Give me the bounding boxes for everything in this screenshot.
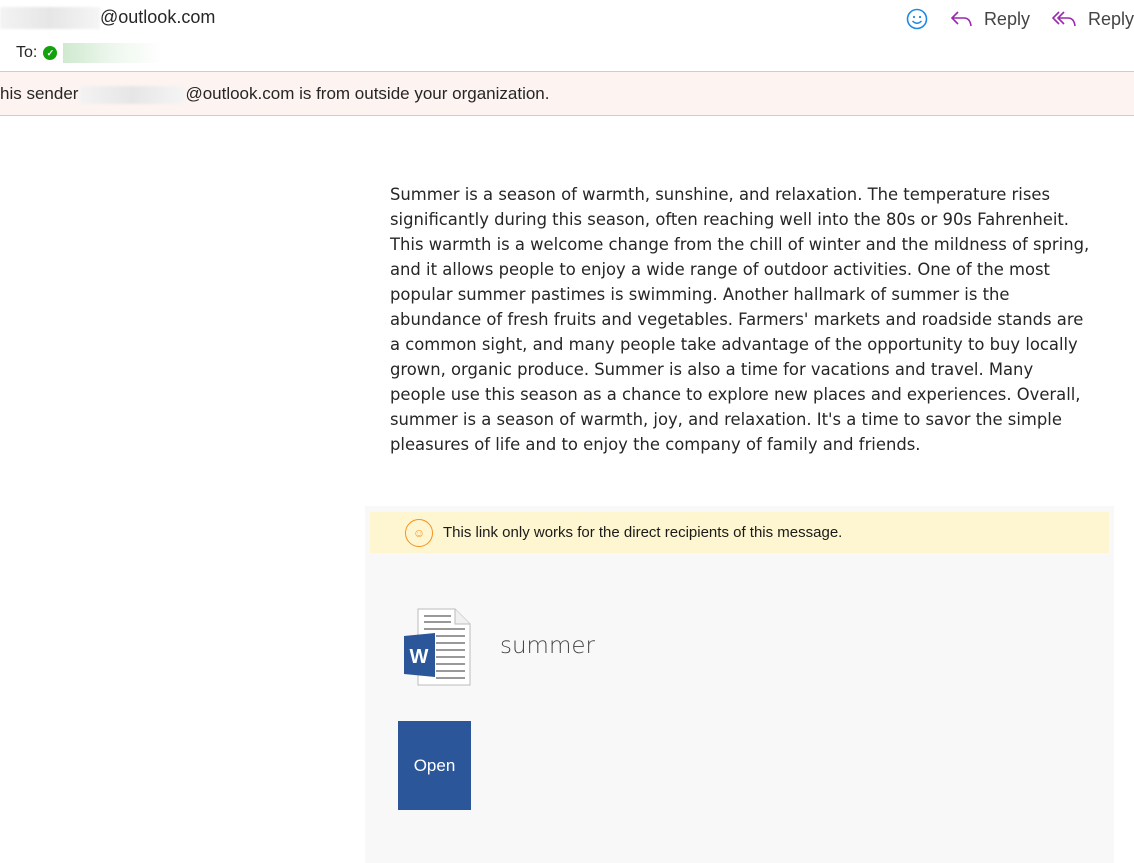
notice-text: This link only works for the direct recipients of this message. xyxy=(443,524,843,541)
body-line: This warmth is a welcome change from the chill of winter and the mildness of spring, xyxy=(390,235,1090,254)
message-actions xyxy=(884,8,1134,30)
banner-suffix: @outlook.com is from outside your organization. xyxy=(185,84,550,103)
body-line: a common sight, and many people take advantage of the opportunity to buy locally xyxy=(390,335,1078,354)
redacted-sender-name xyxy=(0,7,100,29)
reply-label: Reply xyxy=(983,8,1030,29)
body-line: people use this season as a chance to explore new places and experiences. Overall, xyxy=(390,385,1081,404)
banner-prefix: his sender xyxy=(0,84,79,103)
open-button[interactable]: Open xyxy=(398,721,471,810)
body-line: pleasures of life and to enjoy the company of family and friends. xyxy=(390,435,921,454)
body-line: Summer is a season of warmth, sunshine, and relaxation. The temperature rises xyxy=(390,185,1051,204)
recipients-row xyxy=(16,43,163,63)
shared-file-card xyxy=(365,506,1114,863)
body-line: significantly during this season, often reaching well into the 80s or 90s Fahrenheit. xyxy=(390,210,1070,229)
reply-all-arrow-icon xyxy=(1052,9,1078,29)
sender-domain: @outlook.com xyxy=(100,7,216,27)
to-label: To: xyxy=(16,44,38,61)
svg-text:W: W xyxy=(409,646,429,668)
body-line: popular summer pastimes is swimming. Another hallmark of summer is the xyxy=(390,285,1010,304)
smiley-icon xyxy=(906,8,928,30)
redacted-recipient[interactable] xyxy=(63,43,163,63)
message-body xyxy=(390,182,1110,457)
reply-all-button[interactable] xyxy=(1052,9,1134,30)
body-line: and it allows people to enjoy a wide range of outdoor activities. One of the most xyxy=(390,260,1050,279)
body-line: summer is a season of warmth, joy, and relaxation. It's a time to savor the simple xyxy=(390,410,1062,429)
body-line: grown, organic produce. Summer is also a time for vacations and travel. Many xyxy=(390,360,1034,379)
external-sender-banner xyxy=(0,71,1134,116)
emoji-reaction-button[interactable] xyxy=(906,8,928,30)
reply-arrow-icon xyxy=(950,9,974,29)
body-line: abundance of fresh fruits and vegetables. Farmers' markets and roadside stands are xyxy=(390,310,1084,329)
verified-check-icon: ✓ xyxy=(43,46,57,60)
sender-address[interactable] xyxy=(0,7,215,29)
recipients-only-notice xyxy=(370,512,1109,553)
reply-button[interactable] xyxy=(950,9,1030,30)
redacted-sender xyxy=(80,86,185,104)
word-document-icon xyxy=(403,608,471,686)
file-name[interactable]: summer xyxy=(500,633,595,659)
people-add-icon: ☺ xyxy=(405,519,433,547)
reply-all-label: Reply xyxy=(1087,8,1134,29)
